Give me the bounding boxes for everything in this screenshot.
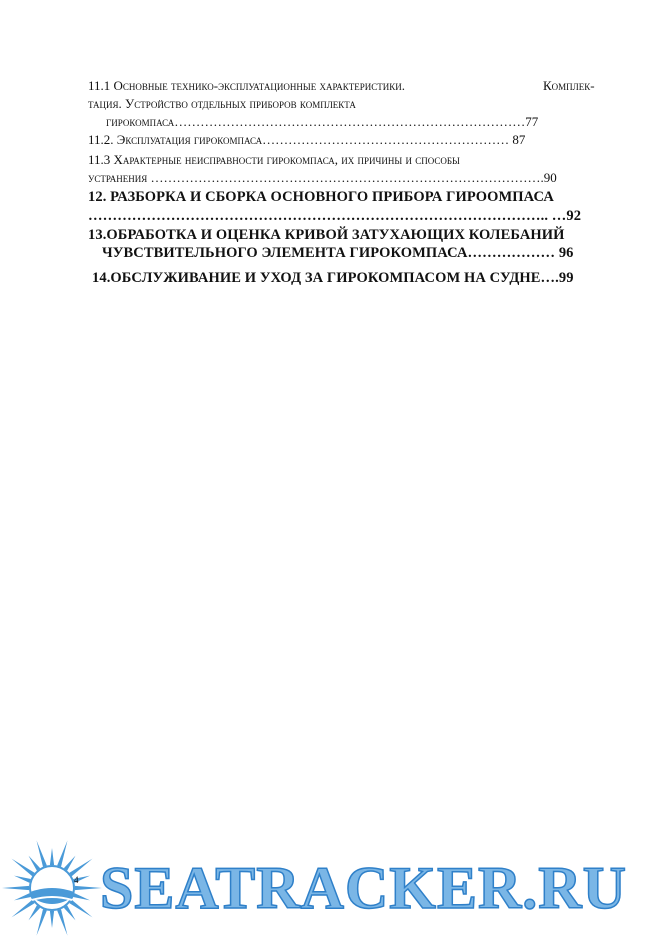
sun-ray: [12, 859, 35, 877]
sun-ray: [12, 900, 35, 918]
sun-ray: [14, 876, 31, 883]
sun-ray: [64, 905, 76, 920]
toc-entry-12-line1: 12. РАЗБОРКА И СБОРКА ОСНОВНОГО ПРИБОРА ГИРООМПАСА: [88, 189, 554, 205]
sun-ray: [50, 911, 54, 928]
watermark: [0, 836, 662, 938]
sun-ray: [64, 856, 76, 871]
toc-entry-11-1-line2: тация. Устройство отдельных приборов комплекта: [88, 96, 356, 111]
sun-ray: [37, 909, 47, 936]
sun-logo-icon: [0, 836, 110, 938]
toc-entry-13-line1: 13.ОБРАБОТКА И ОЦЕНКА КРИВОЙ ЗАТУХАЮЩИХ КОЛЕБАНИЙ: [88, 227, 565, 243]
sun-ray: [73, 893, 90, 900]
toc-entry-11-1-line3: гирокомпаса………………………………………………………………………77: [106, 114, 539, 129]
sun-ray: [57, 840, 67, 867]
sun-ray: [37, 840, 47, 867]
sun-ray: [69, 900, 92, 918]
toc-entry-12-line2: ………………………………………………………………………………….. …92: [88, 208, 582, 224]
sun-ray: [69, 859, 92, 877]
sun-ray: [75, 886, 102, 890]
sun-ray: [57, 909, 67, 936]
toc-entry-11-3-line2: устранения ……………………………………………………………………………….90: [88, 170, 557, 185]
page-number: 4: [74, 875, 79, 885]
sun-ray: [29, 905, 41, 920]
watermark-text: SEATRACKER.RU: [100, 855, 627, 921]
sun-ray: [50, 848, 54, 865]
sun-ray: [29, 856, 41, 871]
toc-entry-11-3-line1: 11.3 Характерные неисправности гирокомпаса, их причины и способы: [88, 152, 460, 167]
toc-entry-11-1-line1: 11.1 Основные технико-эксплуатационные характеристики.: [88, 78, 406, 93]
toc-entry-13-line2: ЧУВСТВИТЕЛЬНОГО ЭЛЕМЕНТА ГИРОКОМПАСА……………… 96: [102, 245, 574, 261]
toc-entry-14: 14.ОБСЛУЖИВАНИЕ И УХОД ЗА ГИРОКОМПАСОМ НА СУДНЕ….99: [92, 270, 574, 286]
toc-entry-11-1-line1-end: Комплек-: [543, 78, 595, 93]
sun-ray: [2, 886, 29, 890]
toc-entry-11-2: 11.2. Эксплуатация гирокомпаса………………………………………………… 87: [88, 132, 526, 147]
sun-ray: [14, 893, 31, 900]
